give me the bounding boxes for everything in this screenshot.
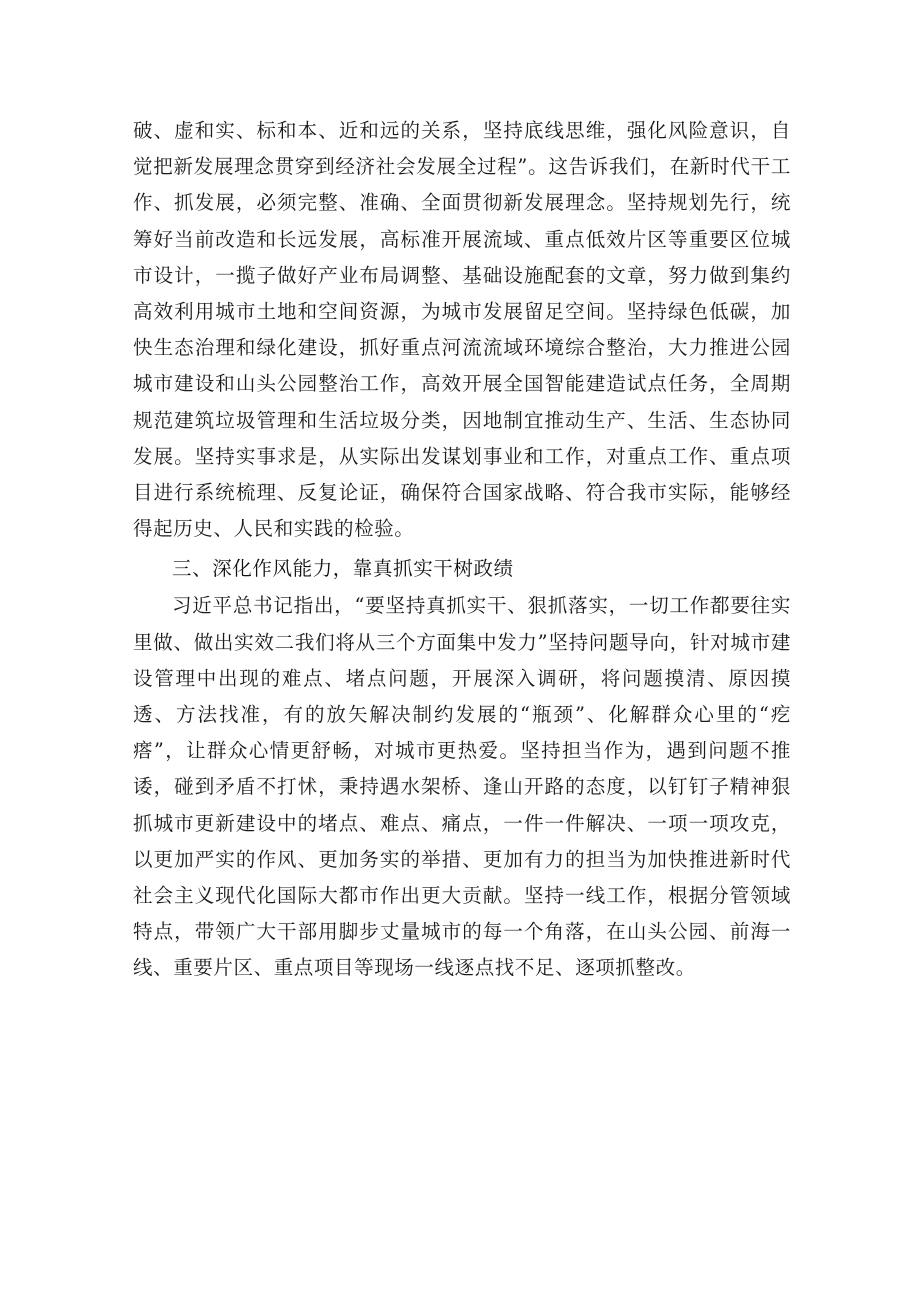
section-heading: 三、深化作风能力，靠真抓实干树政绩 <box>172 557 514 581</box>
document-body <box>133 113 791 987</box>
paragraph-section-three: 习近平总书记指出，“要坚持真抓实干、狠抓落实，一切工作都要往实里做、做出实效二我们将从三个方面集中发力”坚持问题导向，针对城市建设管理中出现的难点、堵点问题，开展深入调研，将问题摸清、原因摸透、方法找准，有的放矢解决制约发展的“瓶颈”、化解群众心里的“疙瘩”，让群众心情更舒畅，对城市更热爱。坚持担当作为，遇到问题不推诿，碰到矛盾不打怵，秉持遇水架桥、逢山开路的态度，以钉钉子精神狠抓城市更新建设中的堵点、难点、痛点，一件一件解决、一项一项攻克，以更加严实的作风、更加务实的举措、更加有力的担当为加快推进新时代社会主义现代化国际大都市作出更大贡献。坚持一线工作，根据分管领域特点，带领广大干部用脚步丈量城市的每一个角落，在山头公园、前海一线、重要片区、重点项目等现场一线逐点找不足、逐项抓整改。 <box>133 594 791 980</box>
paragraph-continued: 破、虚和实、标和本、近和远的关系，坚持底线思维，强化风险意识，自觉把新发展理念贯穿到经济社会发展全过程”。这告诉我们，在新时代干工作、抓发展，必须完整、准确、全面贯彻新发展理念。坚持规划先行，统筹好当前改造和长远发展，高标准开展流域、重点低效片区等重要区位城市设计，一揽子做好产业布局调整、基础设施配套的文章，努力做到集约高效利用城市土地和空间资源，为城市发展留足空间。坚持绿色低碳，加快生态治理和绿化建设，抓好重点河流流域环境综合整治，大力推进公园城市建设和山头公园整治工作，高效开展全国智能建造试点任务，全周期规范建筑垃圾管理和生活垃圾分类，因地制宜推动生产、生活、生态协同发展。坚持实事求是，从实际出发谋划事业和工作，对重点工作、重点项目进行系统梳理、反复论证，确保符合国家战略、符合我市实际，能够经得起历史、人民和实践的检验。 <box>133 119 791 541</box>
